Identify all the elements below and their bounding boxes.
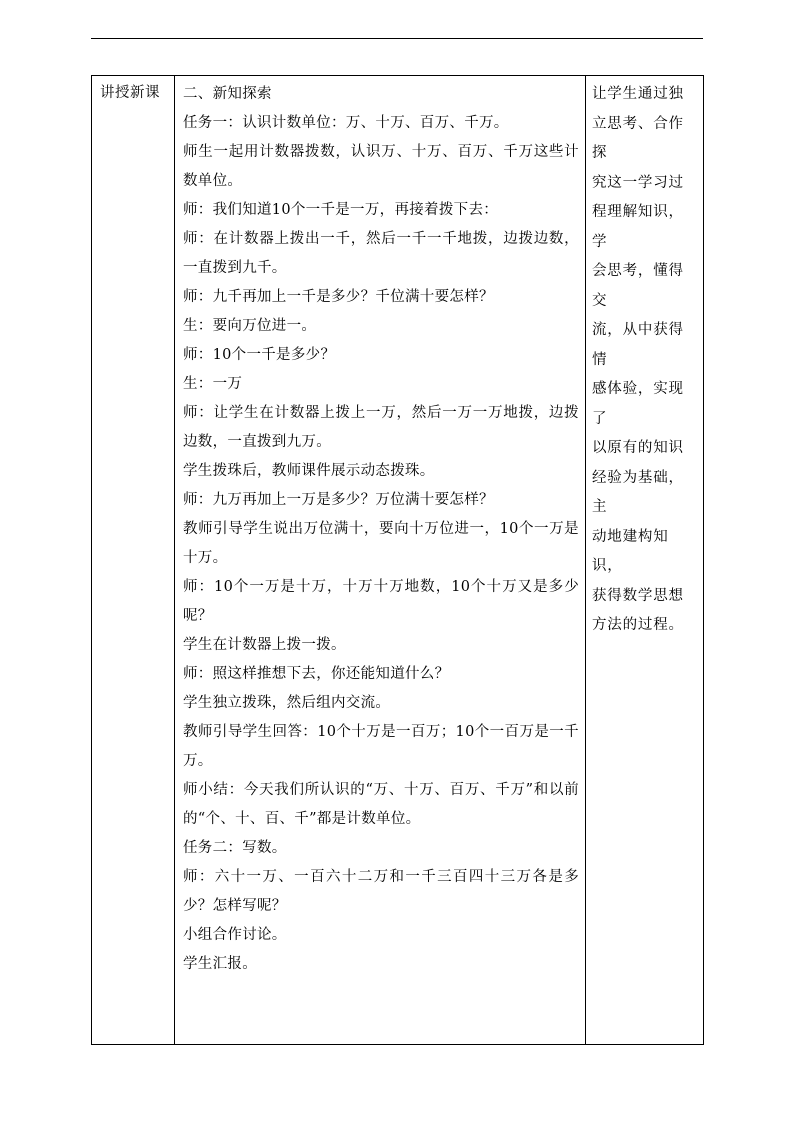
design-intent-line: 获得数学思想 bbox=[592, 587, 684, 604]
content-paragraph: 学生独立拨珠，然后组内交流。 bbox=[183, 695, 391, 711]
header-rule bbox=[91, 38, 703, 39]
content-paragraph: 师：九千再加上一千是多少？千位满十要怎样？ bbox=[183, 289, 494, 305]
content-paragraph: 师：六十一万、一百六十二万和一千三百四十三万各是多少？怎样写呢？ bbox=[183, 869, 579, 914]
content-paragraph: 学生在计数器上拨一拨。 bbox=[183, 637, 346, 653]
content-cell bbox=[175, 76, 586, 1045]
content-lines bbox=[183, 80, 579, 979]
content-paragraph: 生：要向万位进一。 bbox=[183, 318, 317, 334]
design-intent-line: 程理解知识，学 bbox=[592, 204, 684, 250]
content-paragraph: 师小结：今天我们所认识的“万、十万、百万、千万”和以前的“个、十、百、千”都是计数单位。 bbox=[183, 782, 579, 827]
content-paragraph: 二、新知探索 bbox=[183, 86, 272, 102]
table-row bbox=[92, 76, 704, 1045]
content-paragraph: 师：让学生在计数器上拨上一万，然后一万一万地拨，边拨边数，一直拨到九万。 bbox=[183, 405, 579, 450]
content-paragraph: 教师引导学生回答：10个十万是一百万；10个一百万是一千万。 bbox=[183, 724, 579, 769]
content-paragraph: 师：10个一万是十万，十万十万地数，10个十万又是多少呢？ bbox=[183, 579, 579, 624]
content-paragraph: 教师引导学生说出万位满十，要向十万位进一，10个一万是十万。 bbox=[183, 521, 579, 566]
design-intent-lines bbox=[592, 80, 699, 641]
content-paragraph: 师：九万再加上一万是多少？万位满十要怎样？ bbox=[183, 492, 494, 508]
content-paragraph: 任务二：写数。 bbox=[183, 840, 287, 856]
design-intent-line: 方法的过程。 bbox=[592, 617, 684, 633]
design-intent-line: 会思考，懂得交 bbox=[592, 263, 684, 309]
design-intent-line: 经验为基础，主 bbox=[592, 469, 684, 515]
design-intent-line: 让学生通过独 bbox=[592, 86, 684, 102]
design-intent-line: 感体验，实现了 bbox=[592, 381, 684, 427]
design-intent-line: 立思考、合作探 bbox=[592, 115, 684, 161]
content-paragraph: 师：10个一千是多少？ bbox=[183, 347, 336, 363]
content-paragraph: 学生拨珠后，教师课件展示动态拨珠。 bbox=[183, 463, 435, 479]
design-intent-line: 以原有的知识 bbox=[592, 440, 684, 456]
content-paragraph: 生：一万 bbox=[183, 376, 243, 392]
design-intent-line: 动地建构知识， bbox=[592, 528, 669, 574]
design-intent-line: 究这一学习过 bbox=[592, 174, 684, 191]
stage-cell bbox=[92, 76, 175, 1045]
design-intent-line: 流，从中获得情 bbox=[592, 322, 684, 368]
content-paragraph: 师：照这样推想下去，你还能知道什么？ bbox=[183, 666, 450, 682]
content-paragraph: 学生汇报。 bbox=[183, 956, 257, 972]
content-paragraph: 小组合作讨论。 bbox=[183, 927, 287, 943]
design-intent-cell bbox=[586, 76, 704, 1045]
content-paragraph: 师：我们知道10个一千是一万，再接着拨下去： bbox=[183, 202, 499, 218]
content-paragraph: 师生一起用计数器拨数，认识万、十万、百万、千万这些计数单位。 bbox=[183, 144, 579, 189]
content-paragraph: 任务一：认识计数单位：万、十万、百万、千万。 bbox=[183, 115, 509, 131]
content-paragraph: 师：在计数器上拨出一千，然后一千一千地拨，边拨边数，一直拨到九千。 bbox=[183, 231, 579, 276]
stage-label: 讲授新课 bbox=[100, 85, 160, 101]
lesson-plan-table bbox=[91, 75, 704, 1045]
